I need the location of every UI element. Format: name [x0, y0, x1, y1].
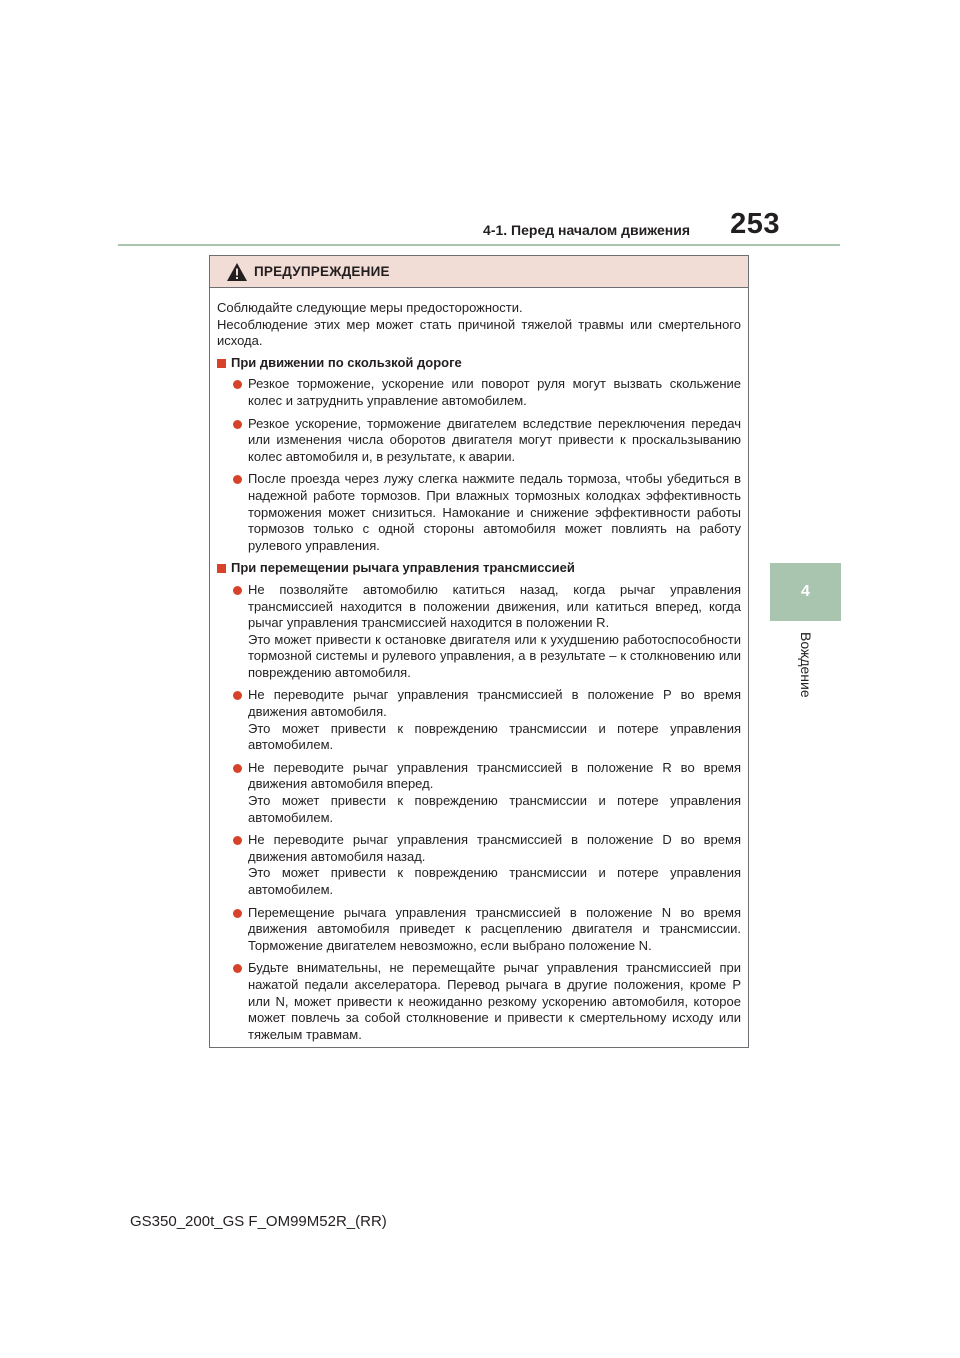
list-item-text [248, 687, 741, 753]
list-item-paragraph: Это может привести к повреждению трансмиссии и потере управления автомобилем. [248, 865, 741, 897]
square-bullet-icon [217, 359, 226, 368]
section-heading-text: При перемещении рычага управления трансмиссией [231, 560, 575, 576]
list-item-paragraph: Это может привести к повреждению трансмиссии и потере управления автомобилем. [248, 720, 741, 753]
list-item-text [248, 760, 741, 826]
list-item-paragraph: Перемещение рычага управления трансмиссией в положение N во время движения автомобиля приведет к расцеплению двигателя и трансмиссии. Торможение двигателем невозможно, если выбрано положение N. [248, 904, 741, 953]
circle-bullet-icon [233, 380, 242, 389]
list-item-paragraph: Не позволяйте автомобилю катиться назад, когда рычаг управления трансмиссией находится в положении движения, или катиться вперед, когда рычаг управления трансмиссией находится в положении R. [248, 581, 741, 631]
list-item-paragraph: Резкое ускорение, торможение двигателем вследствие переключения передач или изменения числа оборотов двигателя могут привести к проскальзыванию колес автомобиля и, в результате, к аварии. [248, 415, 741, 464]
warning-triangle-icon [226, 262, 248, 282]
list-item [233, 471, 741, 554]
warning-sections [217, 355, 741, 1044]
warning-header [210, 256, 748, 288]
list-item-paragraph: Не переводите рычаг управления трансмиссией в положение P во время движения автомобиля. [248, 687, 741, 720]
list-item-paragraph: Это может привести к остановке двигателя или к ухудшению работоспособности тормозной системы и рулевого управления, а в результате – к столкновению или повреждению автомобиля. [248, 631, 741, 680]
section-heading [217, 355, 741, 372]
warning-intro [217, 300, 741, 350]
warning-title: ПРЕДУПРЕЖДЕНИЕ [254, 264, 390, 279]
warning-box [209, 255, 749, 1048]
list-item [233, 582, 741, 682]
list-item-paragraph: Не переводите рычаг управления трансмиссией в положение D во время движения автомобиля назад. [248, 832, 741, 864]
intro-line: Соблюдайте следующие меры предосторожности. [217, 300, 523, 315]
list-item [233, 376, 741, 409]
circle-bullet-icon [233, 764, 242, 773]
circle-bullet-icon [233, 964, 242, 973]
circle-bullet-icon [233, 475, 242, 484]
header-divider [118, 244, 840, 246]
list-item-text [248, 905, 741, 955]
list-item-text [248, 582, 741, 682]
warning-body [210, 288, 748, 1043]
list-item-text [248, 416, 741, 466]
circle-bullet-icon [233, 691, 242, 700]
section-heading-text: При движении по скользкой дороге [231, 354, 462, 370]
intro-line: Несоблюдение этих мер может стать причиной тяжелой травмы или смертельного исхода. [217, 316, 741, 349]
circle-bullet-icon [233, 420, 242, 429]
chapter-tab[interactable]: 4 [770, 563, 841, 621]
chapter-label: Вождение [798, 632, 814, 698]
list-item-paragraph: Не переводите рычаг управления трансмиссией в положение R во время движения автомобиля вперед. [248, 759, 741, 792]
list-item [233, 960, 741, 1043]
list-item-text [248, 832, 741, 898]
list-item-paragraph: Резкое торможение, ускорение или поворот руля могут вызвать скольжение колес и затруднить управление автомобилем. [248, 376, 741, 408]
circle-bullet-icon [233, 909, 242, 918]
circle-bullet-icon [233, 836, 242, 845]
list-item [233, 416, 741, 466]
list-item-paragraph: После проезда через лужу слегка нажмите педаль тормоза, чтобы убедиться в надежной работе тормозов. При влажных тормозных колодках эффективность торможения может снизиться. Намокание и снижение эффективности работы тормозов только с одной стороны автомобиля может повлиять на работу рулевого управления. [248, 471, 741, 553]
section-heading [217, 560, 741, 577]
list-item-text [248, 471, 741, 554]
square-bullet-icon [217, 564, 226, 573]
list-item-text [248, 376, 741, 409]
list-item-paragraph: Это может привести к повреждению трансмиссии и потере управления автомобилем. [248, 793, 741, 825]
circle-bullet-icon [233, 586, 242, 595]
list-item [233, 687, 741, 753]
list-item [233, 760, 741, 826]
list-item [233, 832, 741, 898]
section-title: 4-1. Перед началом движения [483, 222, 690, 238]
page-number: 253 [730, 208, 780, 240]
list-item [233, 905, 741, 955]
document-code: GS350_200t_GS F_OM99M52R_(RR) [130, 1213, 387, 1230]
list-item-paragraph: Будьте внимательны, не перемещайте рычаг управления трансмиссией при нажатой педали акселератора. Перевод рычага в другие положения, кроме P или N, может привести к неожиданно резкому ускорению автомобиля, которое может повлечь за собой столкновение и привести к смертельному исходу или тяжелым травмам. [248, 960, 741, 1042]
list-item-text [248, 960, 741, 1043]
